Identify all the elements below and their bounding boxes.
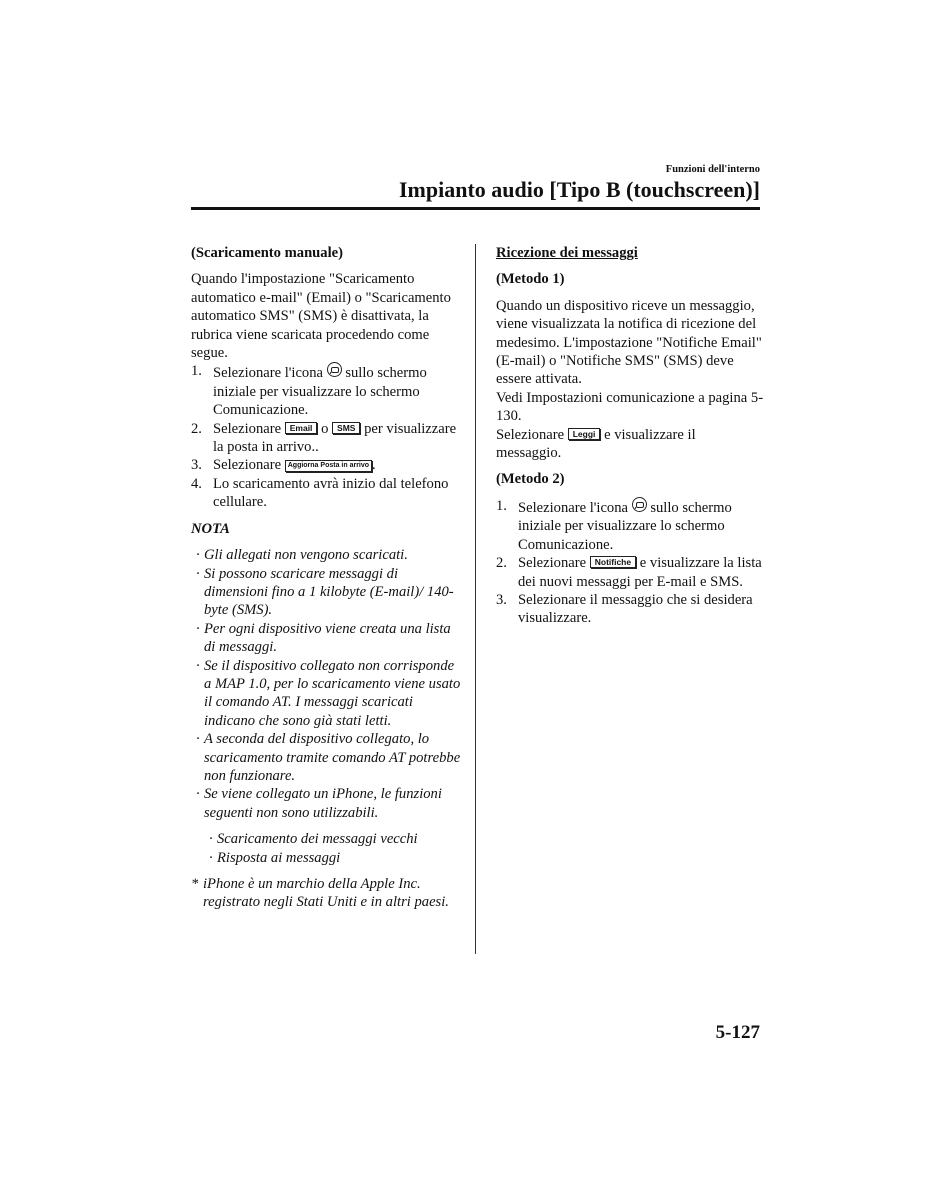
- method-1-reference: Vedi Impostazioni comunicazione a pagina 5-130.: [496, 389, 764, 425]
- step-text: sullo schermo iniziale per visualizzare lo schermo Comunicazione.: [213, 365, 427, 419]
- method-1-select: [496, 426, 764, 463]
- step-text: Selezionare il messaggio che si desidera visualizzare.: [518, 591, 753, 627]
- step-number: 2.: [496, 555, 507, 572]
- communication-icon: [327, 362, 342, 377]
- step-text: sullo schermo iniziale per visualizzare lo schermo Comunicazione.: [518, 499, 732, 553]
- footnote: [191, 875, 462, 912]
- header-rule: [191, 207, 760, 210]
- method-2-step-3: [496, 591, 764, 628]
- sub-note-item: [191, 830, 462, 848]
- step-number: 3.: [496, 591, 507, 608]
- note-text: Per ogni dispositivo viene creata una lista di messaggi.: [204, 620, 451, 656]
- manual-download-heading: (Scaricamento manuale): [191, 245, 343, 261]
- step-text: Selezionare: [213, 457, 282, 474]
- refresh-inbox-button: Aggiorna Posta in arrivo: [285, 460, 372, 472]
- step-text: Selezionare: [213, 420, 282, 437]
- bullet: ·: [196, 731, 200, 748]
- method-2-step-1: [496, 497, 764, 554]
- step-number: 1.: [496, 497, 507, 514]
- note-item: [191, 657, 462, 731]
- page-number: 5-127: [715, 1022, 760, 1043]
- method-1-text: Quando un dispositivo riceve un messaggio, viene visualizzata la notifica di ricezione del medesimo. L'impostazione "Notifiche Email" (E-mail) o "Notifiche SMS" (SMS) deve essere attivata.: [496, 297, 762, 388]
- sub-note-item: [191, 849, 462, 867]
- note-text: A seconda del dispositivo collegato, lo scaricamento tramite comando AT potrebbe non funzionare.: [204, 731, 461, 784]
- note-text: Gli allegati non vengono scaricati.: [204, 547, 408, 564]
- email-button: Email: [285, 422, 318, 434]
- step-text: e visualizzare il messaggio.: [496, 426, 696, 462]
- column-divider: [475, 244, 476, 954]
- note-item: [191, 546, 462, 564]
- note-text: Se il dispositivo collegato non corrisponde a MAP 1.0, per lo scaricamento viene usato il comando AT. I messaggi scaricati indicano che sono già stati letti.: [204, 657, 461, 729]
- note-item: [191, 620, 462, 657]
- step-2: [191, 420, 462, 457]
- step-text: Selezionare l'icona: [213, 365, 324, 382]
- method-2-step-2: [496, 554, 764, 591]
- note-item: [191, 565, 462, 620]
- step-number: 4.: [191, 475, 202, 492]
- communication-icon: [632, 497, 647, 512]
- step-3: [191, 456, 462, 474]
- manual-download-intro: Quando l'impostazione "Scaricamento automatico e-mail" (Email) o "Scaricamento automatico SMS" (SMS) è disattivata, la rubrica viene scaricata procedendo come segue.: [191, 271, 451, 362]
- bullet: ·: [196, 620, 200, 637]
- note-item: [191, 785, 462, 822]
- step-4: [191, 475, 462, 512]
- step-number: 1.: [191, 363, 202, 380]
- sub-note-text: Scaricamento dei messaggi vecchi: [217, 831, 418, 848]
- step-number: 3.: [191, 457, 202, 474]
- bullet: ·: [209, 849, 213, 866]
- bullet: ·: [196, 657, 200, 674]
- step-text: Selezionare: [496, 426, 565, 443]
- method-2-heading: (Metodo 2): [496, 471, 565, 488]
- step-text: Lo scaricamento avrà inizio dal telefono cellulare.: [213, 475, 449, 511]
- bullet: ·: [196, 547, 200, 564]
- footnote-text: iPhone è un marchio della Apple Inc. registrato negli Stati Uniti e in altri paesi.: [203, 876, 449, 911]
- method-1-heading: (Metodo 1): [496, 271, 565, 288]
- step-number: 2.: [191, 420, 202, 437]
- page-title: Impianto audio [Tipo B (touchscreen)]: [398, 177, 760, 202]
- sms-button: SMS: [332, 422, 360, 434]
- bullet: ·: [196, 565, 200, 582]
- note-text: Si possono scaricare messaggi di dimensioni fino a 1 kilobyte (E-mail)/ 140-byte (SMS).: [204, 565, 454, 619]
- notifications-button: Notifiche: [590, 556, 636, 568]
- section-name: Funzioni dell'interno: [665, 164, 760, 175]
- step-text: Selezionare: [518, 555, 587, 572]
- footnote-mark: *: [191, 876, 199, 892]
- sub-note-text: Risposta ai messaggi: [217, 849, 341, 866]
- note-item: [191, 730, 462, 785]
- read-button: Leggi: [568, 428, 601, 440]
- note-heading: NOTA: [191, 520, 230, 537]
- step-text: .: [372, 457, 376, 474]
- step-text: Selezionare l'icona: [518, 499, 629, 516]
- note-text: Se viene collegato un iPhone, le funzioni seguenti non sono utilizzabili.: [204, 786, 442, 821]
- bullet: ·: [196, 786, 200, 803]
- step-text: e visualizzare la lista dei nuovi messaggi per E-mail e SMS.: [518, 555, 762, 590]
- right-column: [496, 244, 764, 628]
- left-column: [191, 244, 462, 912]
- bullet: ·: [209, 831, 213, 848]
- step-text: o: [321, 420, 329, 437]
- receive-messages-heading: Ricezione dei messaggi: [496, 245, 638, 261]
- step-text: per visualizzare la posta in arrivo..: [213, 420, 457, 456]
- step-1: [191, 362, 462, 419]
